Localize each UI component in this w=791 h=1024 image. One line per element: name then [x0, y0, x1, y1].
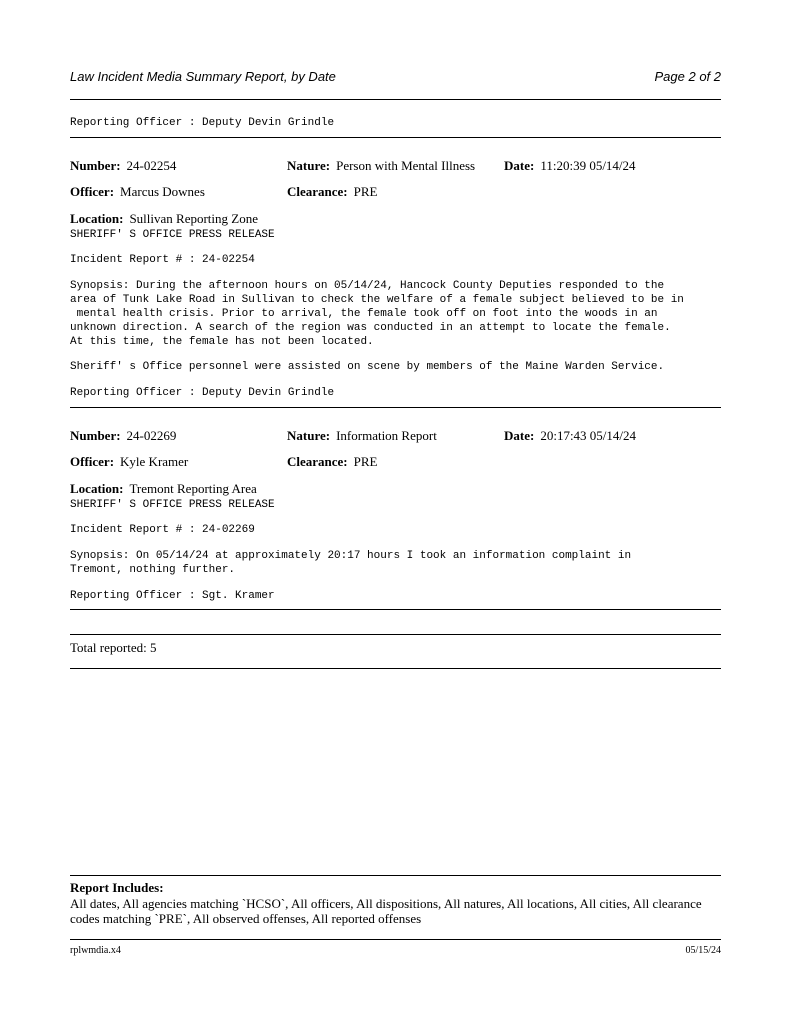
location-value: Sullivan Reporting Zone	[129, 211, 258, 226]
officer-value: Kyle Kramer	[120, 454, 189, 469]
date-field	[504, 428, 636, 444]
page-indicator: Page 2 of 2	[654, 69, 721, 84]
report-includes-heading: Report Includes:	[70, 880, 164, 895]
location-field	[70, 211, 258, 227]
section-divider	[70, 407, 721, 408]
press-release-heading: SHERIFF' S OFFICE PRESS RELEASE	[70, 229, 275, 241]
report-title: Law Incident Media Summary Report, by Date	[70, 69, 336, 84]
location-field	[70, 481, 257, 497]
officer-label: Officer:	[70, 184, 115, 199]
nature-value: Person with Mental Illness	[336, 158, 476, 173]
incident-report-number: Incident Report # : 24-02254	[70, 254, 255, 266]
footer-date: 05/15/24	[685, 945, 721, 956]
date-field	[504, 158, 636, 174]
clearance-label: Clearance:	[287, 454, 348, 469]
location-label: Location:	[70, 211, 124, 226]
number-field	[70, 428, 176, 444]
footer-filename: rplwmdia.x4	[70, 945, 121, 956]
clearance-label: Clearance:	[287, 184, 348, 199]
date-label: Date:	[504, 158, 535, 173]
nature-label: Nature:	[287, 428, 331, 443]
officer-value: Marcus Downes	[120, 184, 205, 199]
nature-value: Information Report	[336, 428, 437, 443]
section-divider	[70, 137, 721, 138]
reporting-officer: Reporting Officer : Deputy Devin Grindle	[70, 387, 335, 399]
incident-report-number: Incident Report # : 24-02269	[70, 524, 255, 536]
date-value: 11:20:39 05/14/24	[540, 158, 636, 173]
clearance-field	[287, 454, 377, 470]
nature-field	[287, 428, 437, 444]
officer-field	[70, 454, 188, 470]
number-field	[70, 158, 176, 174]
number-value: 24-02254	[126, 158, 177, 173]
nature-field	[287, 158, 475, 174]
header-divider	[70, 99, 721, 100]
number-value: 24-02269	[126, 428, 177, 443]
total-reported: Total reported: 5	[70, 640, 157, 655]
date-value: 20:17:43 05/14/24	[540, 428, 637, 443]
includes-divider	[70, 875, 721, 876]
footer-divider	[70, 939, 721, 940]
press-release-heading: SHERIFF' S OFFICE PRESS RELEASE	[70, 499, 275, 511]
nature-label: Nature:	[287, 158, 331, 173]
officer-field	[70, 184, 205, 200]
number-label: Number:	[70, 158, 121, 173]
total-top-divider	[70, 634, 721, 635]
section-divider	[70, 609, 721, 610]
synopsis-text: Synopsis: During the afternoon hours on 05/14/24, Hancock County Deputies responded to the area of Tunk Lake Road in Sullivan to check the welfare of a female subject believed to be in mental health crisis. Prior to arrival, the female took off on foot into the woods in an unknown direction. A search of the region was conducted in an attempt to locate the female. At this time, the female has not been located.	[70, 280, 684, 348]
clearance-value: PRE	[353, 454, 378, 469]
reporting-officer: Reporting Officer : Sgt. Kramer	[70, 590, 275, 602]
additional-note: Sheriff' s Office personnel were assisted on scene by members of the Maine Warden Service.	[70, 361, 665, 373]
officer-label: Officer:	[70, 454, 115, 469]
number-label: Number:	[70, 428, 121, 443]
clearance-field	[287, 184, 377, 200]
clearance-value: PRE	[353, 184, 378, 199]
location-value: Tremont Reporting Area	[129, 481, 257, 496]
top-reporting-officer: Reporting Officer : Deputy Devin Grindle	[70, 117, 335, 129]
synopsis-text: Synopsis: On 05/14/24 at approximately 20:17 hours I took an information complaint in Tremont, nothing further.	[70, 550, 632, 576]
total-bottom-divider	[70, 668, 721, 669]
location-label: Location:	[70, 481, 124, 496]
report-includes-text: All dates, All agencies matching `HCSO`, All officers, All dispositions, All natures, All locations, All cities, All clearance codes matching `PRE`, All observed offenses, All reported offenses	[70, 896, 702, 926]
date-label: Date:	[504, 428, 535, 443]
